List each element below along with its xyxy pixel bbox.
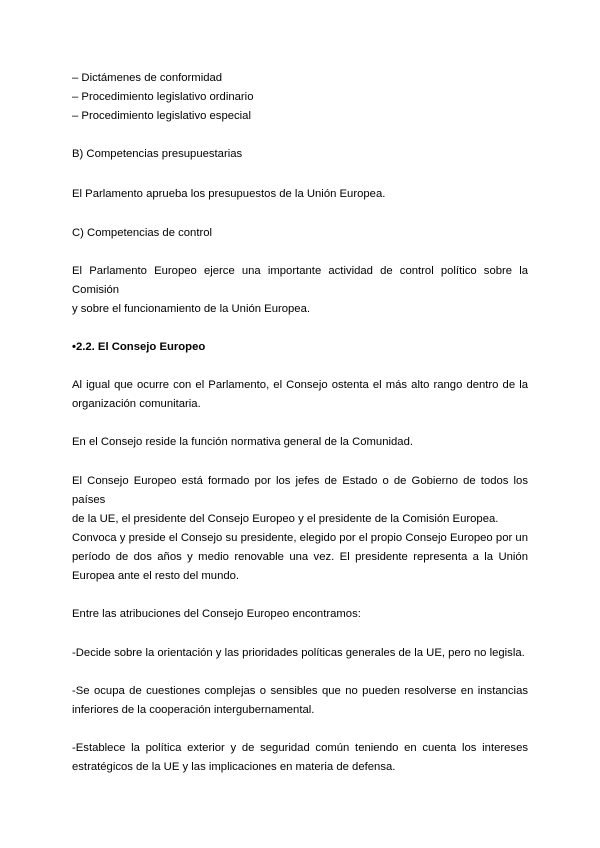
paragraph-line: -Se ocupa de cuestiones complejas o sensibles que no pueden resolverse en instancias xyxy=(72,685,528,697)
section-c-paragraph xyxy=(72,262,528,319)
paragraph-atribuciones: Entre las atribuciones del Consejo Europeo encontramos: xyxy=(72,608,361,620)
attribution-establece xyxy=(72,739,528,777)
paragraph-line: Convoca y preside el Consejo su presidente, elegido por el propio Consejo Europeo por un xyxy=(72,532,528,544)
list-item: – Dictámenes de conformidad xyxy=(72,72,223,84)
list-item: – Procedimiento legislativo especial xyxy=(72,110,251,122)
list-item: – Procedimiento legislativo ordinario xyxy=(72,91,254,103)
paragraph-line: -Establece la política exterior y de seguridad común teniendo en cuenta los intereses xyxy=(72,742,528,754)
attribution-decide: -Decide sobre la orientación y las prioridades políticas generales de la UE, pero no legisla. xyxy=(72,647,525,659)
paragraph-line: Europea ante el resto del mundo. xyxy=(72,570,240,582)
paragraph-line: organización comunitaria. xyxy=(72,398,201,410)
section-b-text: El Parlamento aprueba los presupuestos de la Unión Europea. xyxy=(72,188,386,200)
paragraph-line: El Parlamento Europeo ejerce una importante actividad de control político sobre la Comisión xyxy=(72,265,528,296)
paragraph-formado xyxy=(72,472,528,529)
attribution-ocupa xyxy=(72,682,528,720)
paragraph-line: y sobre el funcionamiento de la Unión Europea. xyxy=(72,303,311,315)
paragraph-line: El Consejo Europeo está formado por los jefes de Estado o de Gobierno de todos los países xyxy=(72,475,528,506)
paragraph-line: de la UE, el presidente del Consejo Europeo y el presidente de la Comisión Europea. xyxy=(72,513,499,525)
section-heading: •2.2. El Consejo Europeo xyxy=(72,341,206,353)
section-c-title: C) Competencias de control xyxy=(72,227,213,239)
paragraph-line: inferiores de la cooperación intergubernamental. xyxy=(72,704,315,716)
paragraph-line: Al igual que ocurre con el Parlamento, el Consejo ostenta el más alto rango dentro de la xyxy=(72,379,528,391)
paragraph-line: estratégicos de la UE y las implicaciones en materia de defensa. xyxy=(72,761,396,773)
section-b-title: B) Competencias presupuestarias xyxy=(72,148,243,160)
paragraph-rango xyxy=(72,376,528,414)
competencias-list xyxy=(72,69,528,126)
paragraph-funcion: En el Consejo reside la función normativa general de la Comunidad. xyxy=(72,436,413,448)
paragraph-line: período de dos años y medio renovable una vez. El presidente representa a la Unión xyxy=(72,551,528,563)
paragraph-presidente xyxy=(72,529,528,586)
